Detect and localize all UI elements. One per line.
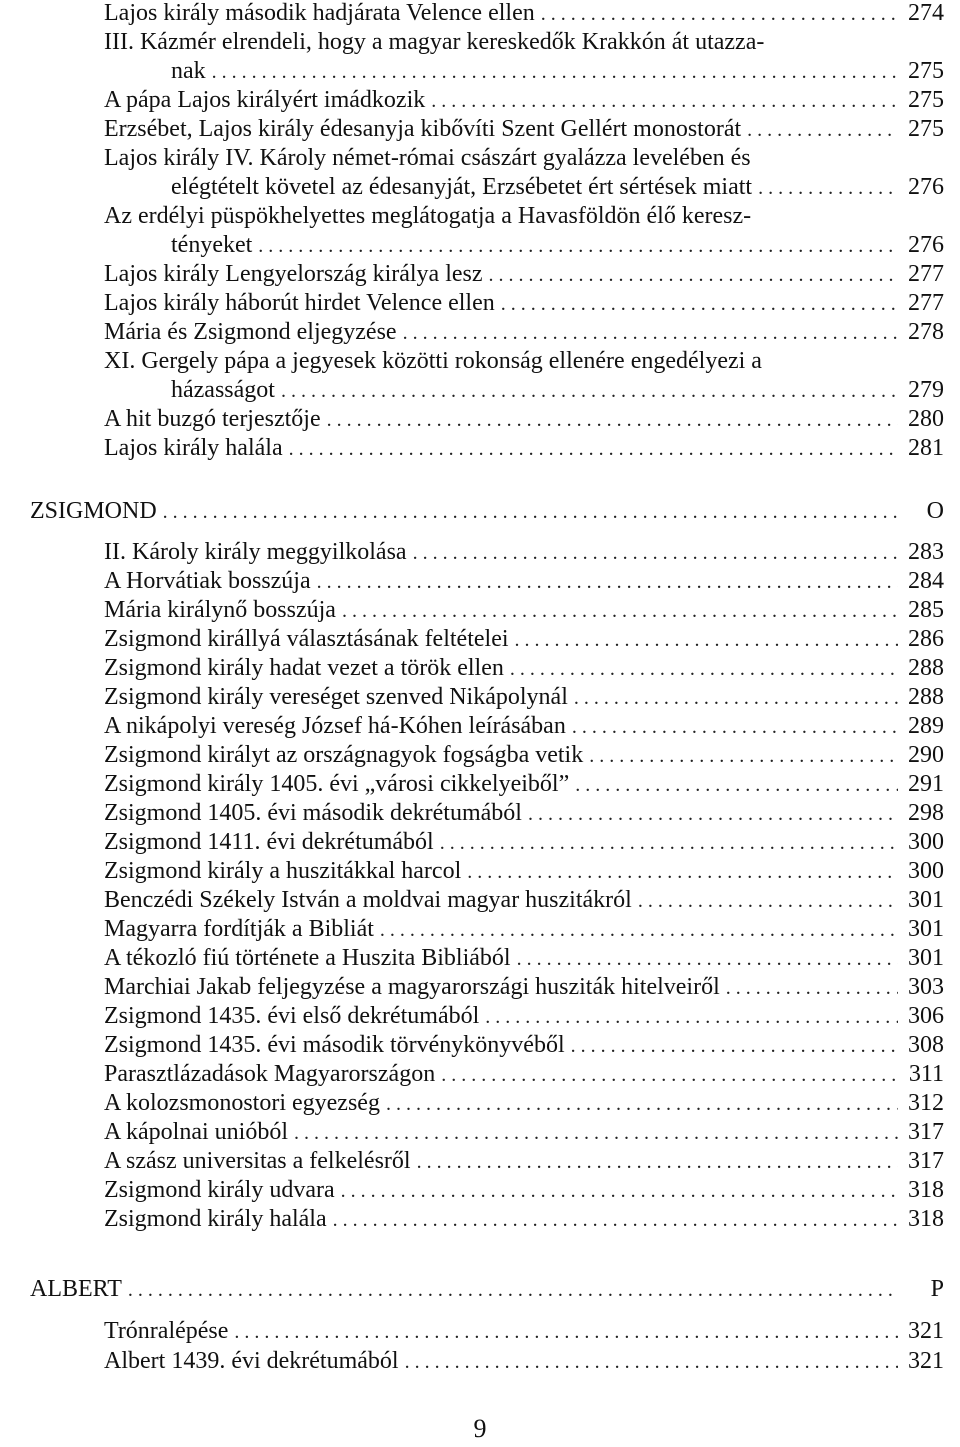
entry-page: 317: [908, 1119, 944, 1145]
toc-entry: [104, 201, 944, 231]
toc-entry: [104, 1204, 944, 1234]
entry-title: A hit buzgó terjesztője: [104, 406, 321, 432]
toc-entry: [104, 1175, 944, 1205]
toc-entry: [104, 143, 944, 173]
entry-title: Zsigmond 1411. évi dekrétumából: [104, 829, 434, 855]
entry-title: Marchiai Jakab feljegyzése a magyarországi husziták hitelveiről: [104, 974, 720, 1000]
entry-page: 308: [908, 1032, 944, 1058]
entry-page: 281: [908, 435, 944, 461]
entry-page: 300: [908, 858, 944, 884]
dot-leader: [380, 915, 898, 945]
entry-title: II. Károly király meggyilkolása: [104, 539, 407, 565]
entry-page: 278: [908, 319, 944, 345]
dot-leader: [541, 0, 898, 29]
entry-title: Lajos király második hadjárata Velence ellen: [104, 0, 535, 26]
dot-leader: [317, 567, 898, 597]
entry-page: 301: [908, 916, 944, 942]
entry-page: 285: [908, 597, 944, 623]
entry-title: Lajos király IV. Károly német-római császárt gyalázza levelében és: [104, 145, 751, 171]
toc-entry: [104, 433, 944, 463]
toc-entry: [104, 653, 944, 683]
toc-entry-continuation: [171, 56, 944, 86]
toc-entry: [104, 798, 944, 828]
entry-page: 283: [908, 539, 944, 565]
toc-entry: [104, 0, 944, 28]
toc-entry: [104, 914, 944, 944]
entry-title: Benczédi Székely István a moldvai magyar huszitákról: [104, 887, 632, 913]
entry-page: 276: [908, 232, 944, 258]
entry-title: Parasztlázadások Magyarországon: [104, 1061, 436, 1087]
toc-entry: [104, 114, 944, 144]
entry-page: 318: [908, 1177, 944, 1203]
toc-entry-continuation: [171, 230, 944, 260]
entry-title: Lajos király háborút hirdet Velence ellen: [104, 290, 495, 316]
entry-title: Zsigmond király 1405. évi „városi cikkelyeiből”: [104, 771, 570, 797]
entry-page: 275: [908, 87, 944, 113]
entry-title: Erzsébet, Lajos király édesanyja kibővíti Szent Gellért monostorát: [104, 116, 742, 142]
entry-title: Zsigmond királlyá választásának feltételei: [104, 626, 509, 652]
dot-leader: [417, 1147, 898, 1177]
entry-title: A szász universitas a felkelésről: [104, 1148, 411, 1174]
dot-leader: [441, 1060, 898, 1090]
page-number: 9: [473, 1414, 487, 1443]
entry-title: Lajos király Lengyelország királya lesz: [104, 261, 483, 287]
entry-page: 301: [908, 887, 944, 913]
dot-leader: [747, 115, 898, 145]
entry-page: 317: [908, 1148, 944, 1174]
entry-page: 303: [908, 974, 944, 1000]
dot-leader: [281, 376, 898, 406]
entry-page: 275: [908, 58, 944, 84]
dot-leader: [327, 405, 898, 435]
entry-page: 289: [908, 713, 944, 739]
entry-title: elégtételt követel az édesanyját, Erzsébetet ért sértések miatt: [171, 174, 753, 200]
entry-page: 275: [908, 116, 944, 142]
toc-entry: [104, 317, 944, 347]
toc-entry: [104, 566, 944, 596]
entry-title: A kolozsmonostori egyezség: [104, 1090, 380, 1116]
entry-title: Zsigmond 1435. évi első dekrétumából: [104, 1003, 480, 1029]
section-heading-zsigmond: [30, 496, 944, 526]
dot-leader: [431, 86, 898, 116]
entry-page: 277: [908, 261, 944, 287]
toc-entry: [104, 1088, 944, 1118]
entry-page: 280: [908, 406, 944, 432]
section-heading-albert: [30, 1274, 944, 1304]
entry-title: Zsigmond király halála: [104, 1206, 327, 1232]
toc-entry: [104, 972, 944, 1002]
toc-entry: [104, 1346, 944, 1376]
entry-title: Zsigmond 1435. évi második törvénykönyvéből: [104, 1032, 565, 1058]
toc-entry: [104, 346, 944, 376]
dot-leader: [403, 318, 898, 348]
toc-entry: [104, 404, 944, 434]
toc-entry: [104, 943, 944, 973]
entry-title: Albert 1439. évi dekrétumából: [104, 1348, 399, 1374]
dot-leader: [413, 538, 898, 568]
dot-leader: [574, 683, 898, 713]
entry-page: 298: [908, 800, 944, 826]
entry-page: 321: [908, 1348, 944, 1374]
section-letter: O: [926, 498, 944, 524]
toc-entry: [104, 624, 944, 654]
entry-title: A pápa Lajos királyért imádkozik: [104, 87, 426, 113]
section-title: ALBERT: [30, 1276, 122, 1302]
entry-page: 312: [908, 1090, 944, 1116]
dot-leader: [571, 1031, 898, 1061]
dot-leader: [294, 1118, 898, 1148]
dot-leader: [638, 886, 898, 916]
dot-leader: [212, 57, 898, 87]
dot-leader: [467, 857, 898, 887]
entry-page: 306: [908, 1003, 944, 1029]
section-letter: P: [930, 1276, 944, 1302]
toc-entry: [104, 740, 944, 770]
toc-entry: [104, 259, 944, 289]
dot-leader: [726, 973, 898, 1003]
entry-page: 277: [908, 290, 944, 316]
entry-page: 291: [908, 771, 944, 797]
dot-leader: [515, 625, 898, 655]
entry-title: nak: [171, 58, 206, 84]
entry-title: Zsigmond király a huszitákkal harcol: [104, 858, 462, 884]
dot-leader: [258, 231, 898, 261]
dot-leader: [589, 741, 898, 771]
toc-entry: [104, 856, 944, 886]
entry-title: Magyarra fordítják a Bibliát: [104, 916, 374, 942]
entry-title: Mária királynő bosszúja: [104, 597, 336, 623]
entry-title: Zsigmond király udvara: [104, 1177, 335, 1203]
toc-entry: [104, 1316, 944, 1346]
dot-leader: [128, 1275, 898, 1305]
entry-title: III. Kázmér elrendeli, hogy a magyar kereskedők Krakkón át utazza-: [104, 29, 765, 55]
entry-title: Zsigmond király vereséget szenved Nikápolynál: [104, 684, 568, 710]
entry-title: Trónralépése: [104, 1318, 229, 1344]
toc-entry: [104, 288, 944, 318]
dot-leader: [528, 799, 898, 829]
dot-leader: [386, 1089, 898, 1119]
entry-title: Zsigmond 1405. évi második dekrétumából: [104, 800, 522, 826]
entry-page: 318: [908, 1206, 944, 1232]
toc-entry: [104, 711, 944, 741]
toc-entry: [104, 1001, 944, 1031]
toc-entry: [104, 537, 944, 567]
entry-page: 284: [908, 568, 944, 594]
entry-title: XI. Gergely pápa a jegyesek közötti rokonság ellenére engedélyezi a: [104, 348, 762, 374]
dot-leader: [405, 1347, 898, 1377]
dot-leader: [234, 1317, 898, 1347]
entry-page: 288: [908, 655, 944, 681]
dot-leader: [341, 1176, 898, 1206]
dot-leader: [517, 944, 898, 974]
dot-leader: [489, 260, 898, 290]
toc-entry-continuation: [171, 172, 944, 202]
toc-entry: [104, 595, 944, 625]
entry-page: 321: [908, 1318, 944, 1344]
entry-title: A kápolnai unióból: [104, 1119, 288, 1145]
toc-entry: [104, 827, 944, 857]
dot-leader: [758, 173, 898, 203]
entry-page: 288: [908, 684, 944, 710]
toc-entry: [104, 1117, 944, 1147]
entry-title: Mária és Zsigmond eljegyzése: [104, 319, 397, 345]
entry-page: 311: [908, 1061, 944, 1087]
dot-leader: [575, 770, 898, 800]
dot-leader: [510, 654, 898, 684]
dot-leader: [163, 497, 898, 527]
toc-entry-continuation: [171, 375, 944, 405]
entry-title: Lajos király halála: [104, 435, 283, 461]
entry-page: 290: [908, 742, 944, 768]
toc-entry: [104, 769, 944, 799]
entry-title: Az erdélyi püspökhelyettes meglátogatja a Havasföldön élő keresz-: [104, 203, 752, 229]
entry-title: tényeket: [171, 232, 253, 258]
dot-leader: [501, 289, 898, 319]
section-title: ZSIGMOND: [30, 498, 157, 524]
toc-entry: [104, 1030, 944, 1060]
dot-leader: [342, 596, 898, 626]
entry-page: 279: [908, 377, 944, 403]
toc-entry: [104, 682, 944, 712]
entry-page: 286: [908, 626, 944, 652]
entry-title: házasságot: [171, 377, 275, 403]
entry-title: A nikápolyi vereség József há-Kóhen leírásában: [104, 713, 566, 739]
toc-entry: [104, 1059, 944, 1089]
entry-page: 276: [908, 174, 944, 200]
entry-page: 301: [908, 945, 944, 971]
entry-title: A Horvátiak bosszúja: [104, 568, 311, 594]
entry-title: Zsigmond királyt az országnagyok fogságba vetik: [104, 742, 584, 768]
toc-entry: [104, 85, 944, 115]
dot-leader: [440, 828, 898, 858]
entry-page: 274: [908, 0, 944, 26]
entry-page: 300: [908, 829, 944, 855]
toc-entry: [104, 885, 944, 915]
dot-leader: [485, 1002, 898, 1032]
entry-title: A tékozló fiú története a Huszita Bibliából: [104, 945, 511, 971]
toc-entry: [104, 27, 944, 57]
toc-entry: [104, 1146, 944, 1176]
entry-title: Zsigmond király hadat vezet a török ellen: [104, 655, 504, 681]
dot-leader: [572, 712, 898, 742]
dot-leader: [333, 1205, 898, 1235]
dot-leader: [289, 434, 898, 464]
